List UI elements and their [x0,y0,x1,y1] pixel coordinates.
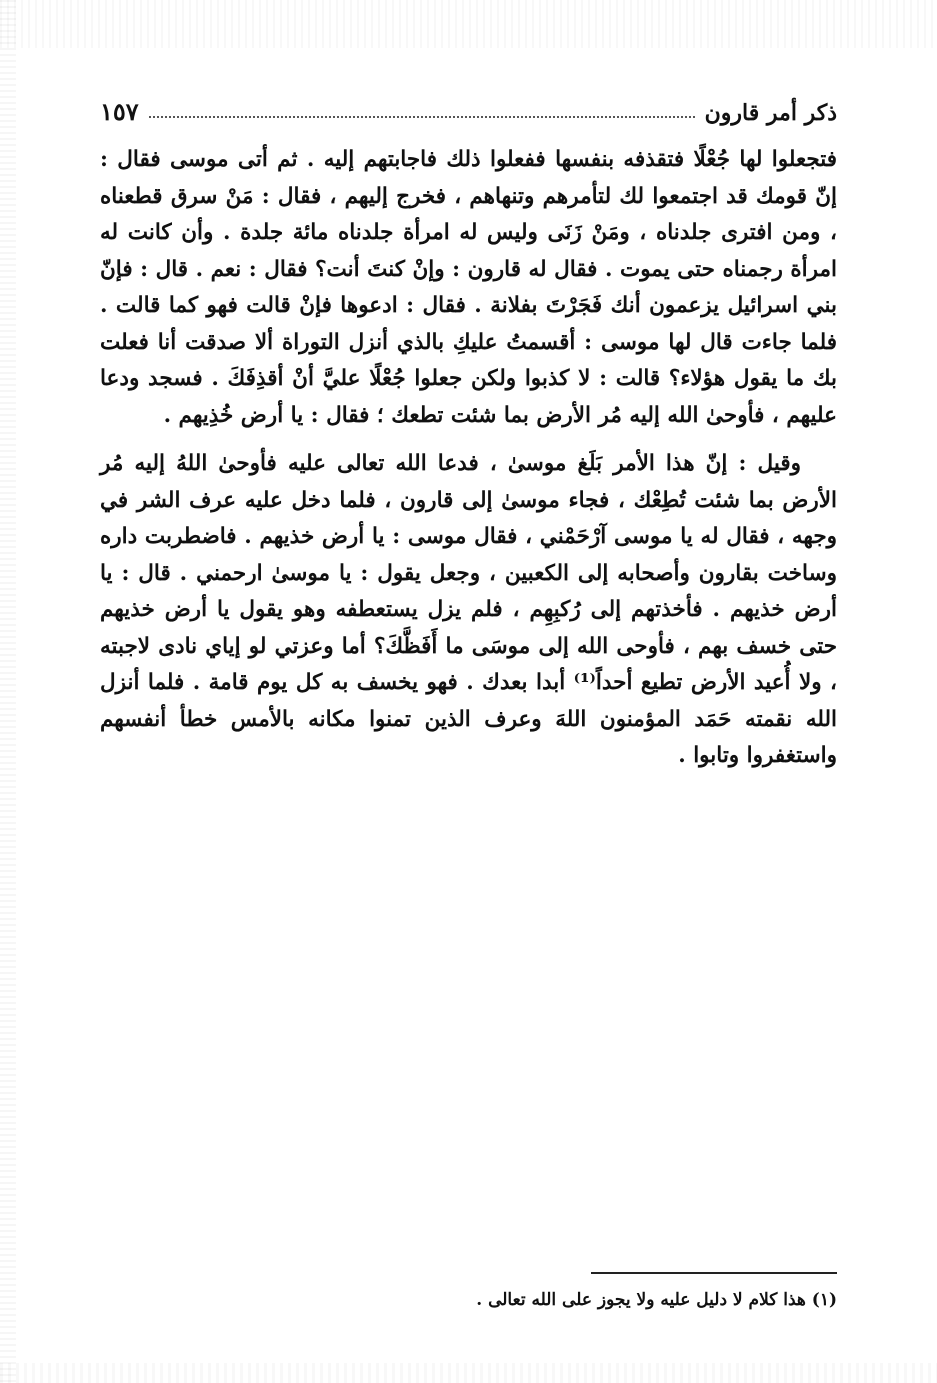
paragraph-1: فتجعلوا لها جُعْلًا فتقذفه بنفسها ففعلوا ذلك فاجابتهم إليه . ثم أتى موسى فقال : إنّ قومك قد اجتمعوا لك لتأمرهم وتنهاهم ، فخرج إليهم ، فقال : مَنْ سرق قطعناه ، ومن افترى جلدناه ، ومَنْ زَنَى وليس له امرأة جلدناه مائة جلدة . وأن كانت له امرأة رجمناه حتى يموت . فقال له قارون : وإنْ كنتَ أنت؟ فقال : نعم . قال : فإنّ بني اسرائيل يزعمون أنك فَجَرْتَ بفلانة . فقال : ادعوها فإنْ قالت فهو كما قالت . فلما جاءت قال لها موسى : أقسمتُ عليكِ بالذي أنزل التوراة ألا صدقت أنا فعلت بك ما يقول هؤلاء؟ قالت : لا كذبوا ولكن جعلوا جُعْلًا عليَّ أنْ أقذِفَكَ . فسجد ودعا عليهم ، فأوحىٰ الله إليه مُر الأرض بما شئت تطعك ؛ فقال : يا أرض خُذِيهم . [100,147,837,428]
main-text [100,142,837,775]
running-header [100,92,837,126]
running-title: ذكر أمر قارون [704,100,837,126]
scan-edge-top [0,0,937,48]
page-number: ١٥٧ [100,97,139,126]
footnote: (١) هذا كلام لا دليل عليه ولا يجوز على الله تعالى . [476,1290,837,1310]
scan-edge-left [0,0,16,1383]
scan-edge-bottom [0,1363,937,1383]
header-dotted-leader [149,116,695,118]
paragraph-2: وقيل : إنّ هذا الأمر بَلَغ موسىٰ ، فدعا الله تعالى عليه فأوحىٰ اللهُ إليه مُر الأرض بما شئت تُطِعْك ، فجاء موسىٰ إلى قارون ، فلما دخل عليه عرف الشر في وجهه ، فقال له يا موسى آرْحَمْني ، فقال موسى : يا أرض خذيهم . فاضطربت داره وساخت بقارون وأصحابه إلى الكعبين ، وجعل يقول : يا موسىٰ ارحمني . قال : يا أرض خذيهم . فأخذتهم إلى رُكبِهِم ، فلم يزل يستعطفه وهو يقول يا أرض خذيهم حتى خسف بهم ، فأوحى الله إلى موسَى ما أَفَظَّكَ؟ أما وعزتي لو إياي نادى لاجبته ، ولا أُعيد الأرض تطيع أحداً⁽¹⁾ أبدا بعدك . فهو يخسف به كل يوم قامة . فلما أنزل الله نقمته حَمَد المؤمنون اللهَ وعرف الذين تمنوا مكانه بالأمس خطأ أنفسهم واستغفروا وتابوا . [100,451,837,768]
footnote-separator [591,1272,837,1274]
